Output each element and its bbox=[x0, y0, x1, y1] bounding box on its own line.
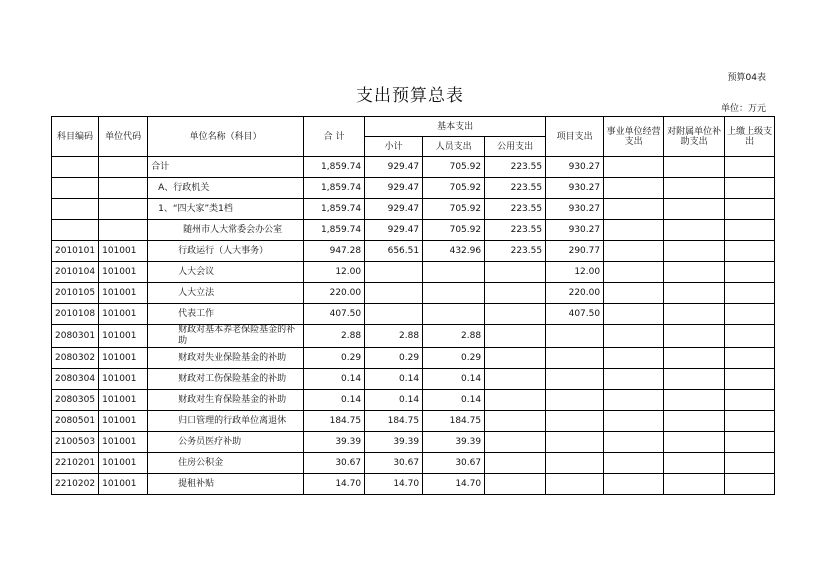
row-code bbox=[52, 199, 99, 220]
row-subsidy bbox=[664, 411, 725, 432]
row-personnel bbox=[423, 283, 485, 304]
row-project bbox=[546, 474, 604, 495]
row-subtotal: 656.51 bbox=[365, 241, 423, 262]
header-personnel: 人员支出 bbox=[423, 137, 485, 157]
row-unit-code: 101001 bbox=[99, 262, 148, 283]
row-total: 39.39 bbox=[304, 432, 365, 453]
row-subsidy bbox=[664, 325, 725, 348]
row-subsidy bbox=[664, 157, 725, 178]
row-total: 0.14 bbox=[304, 390, 365, 411]
row-name: 财政对生育保险基金的补助 bbox=[148, 390, 304, 411]
row-personnel: 0.14 bbox=[423, 369, 485, 390]
row-remit bbox=[725, 283, 775, 304]
row-subtotal: 0.14 bbox=[365, 390, 423, 411]
row-total: 0.14 bbox=[304, 369, 365, 390]
row-code: 2100503 bbox=[52, 432, 99, 453]
row-unit-code: 101001 bbox=[99, 283, 148, 304]
row-name: 1、“四大家”类1档 bbox=[148, 199, 304, 220]
row-unit-code bbox=[99, 220, 148, 241]
row-total: 220.00 bbox=[304, 283, 365, 304]
row-subtotal: 30.67 bbox=[365, 453, 423, 474]
row-business bbox=[604, 432, 664, 453]
header-subsidy: 对附属单位补助支出 bbox=[664, 117, 725, 157]
row-code bbox=[52, 178, 99, 199]
row-remit bbox=[725, 241, 775, 262]
row-total: 30.67 bbox=[304, 453, 365, 474]
row-subsidy bbox=[664, 178, 725, 199]
row-personnel: 705.92 bbox=[423, 178, 485, 199]
row-business bbox=[604, 262, 664, 283]
row-subtotal bbox=[365, 304, 423, 325]
row-code: 2080301 bbox=[52, 325, 99, 348]
row-name: A、行政机关 bbox=[148, 178, 304, 199]
row-business bbox=[604, 199, 664, 220]
row-total: 184.75 bbox=[304, 411, 365, 432]
header-remit: 上缴上级支出 bbox=[725, 117, 775, 157]
row-subsidy bbox=[664, 241, 725, 262]
row-project: 930.27 bbox=[546, 220, 604, 241]
row-code: 2010108 bbox=[52, 304, 99, 325]
row-remit bbox=[725, 178, 775, 199]
table-row bbox=[52, 453, 775, 474]
header-public: 公用支出 bbox=[485, 137, 546, 157]
row-unit-code: 101001 bbox=[99, 241, 148, 262]
row-total: 407.50 bbox=[304, 304, 365, 325]
row-project: 930.27 bbox=[546, 157, 604, 178]
row-subsidy bbox=[664, 453, 725, 474]
row-name: 人大会议 bbox=[148, 262, 304, 283]
row-name: 提租补贴 bbox=[148, 474, 304, 495]
header-unit-code: 单位代码 bbox=[99, 117, 148, 157]
table-row bbox=[52, 369, 775, 390]
row-public: 223.55 bbox=[485, 220, 546, 241]
row-code bbox=[52, 157, 99, 178]
row-public bbox=[485, 369, 546, 390]
row-subsidy bbox=[664, 348, 725, 369]
row-total: 1,859.74 bbox=[304, 178, 365, 199]
row-public bbox=[485, 262, 546, 283]
row-remit bbox=[725, 304, 775, 325]
row-code: 2080304 bbox=[52, 369, 99, 390]
row-name: 财政对基本养老保险基金的补助 bbox=[148, 325, 304, 348]
row-personnel: 432.96 bbox=[423, 241, 485, 262]
row-name: 人大立法 bbox=[148, 283, 304, 304]
row-name: 公务员医疗补助 bbox=[148, 432, 304, 453]
row-unit-code: 101001 bbox=[99, 411, 148, 432]
row-personnel: 705.92 bbox=[423, 157, 485, 178]
row-business bbox=[604, 453, 664, 474]
table-row bbox=[52, 199, 775, 220]
row-name: 归口管理的行政单位离退休 bbox=[148, 411, 304, 432]
row-personnel: 184.75 bbox=[423, 411, 485, 432]
table-row bbox=[52, 348, 775, 369]
row-remit bbox=[725, 199, 775, 220]
row-remit bbox=[725, 474, 775, 495]
row-remit bbox=[725, 325, 775, 348]
row-total: 0.29 bbox=[304, 348, 365, 369]
row-public bbox=[485, 325, 546, 348]
row-code bbox=[52, 220, 99, 241]
table-row bbox=[52, 262, 775, 283]
row-unit-code: 101001 bbox=[99, 348, 148, 369]
header-business: 事业单位经营支出 bbox=[604, 117, 664, 157]
header-basic: 基本支出 bbox=[365, 117, 546, 137]
table-row bbox=[52, 178, 775, 199]
form-number: 预算04表 bbox=[727, 73, 766, 83]
row-project bbox=[546, 453, 604, 474]
row-personnel: 14.70 bbox=[423, 474, 485, 495]
row-project: 220.00 bbox=[546, 283, 604, 304]
row-unit-code: 101001 bbox=[99, 304, 148, 325]
row-total: 1,859.74 bbox=[304, 220, 365, 241]
row-remit bbox=[725, 432, 775, 453]
header-subtotal: 小计 bbox=[365, 137, 423, 157]
row-subtotal: 2.88 bbox=[365, 325, 423, 348]
row-project: 930.27 bbox=[546, 178, 604, 199]
row-name: 财政对失业保险基金的补助 bbox=[148, 348, 304, 369]
row-subsidy bbox=[664, 369, 725, 390]
row-public bbox=[485, 474, 546, 495]
row-remit bbox=[725, 262, 775, 283]
row-code: 2080501 bbox=[52, 411, 99, 432]
row-unit-code: 101001 bbox=[99, 453, 148, 474]
row-remit bbox=[725, 157, 775, 178]
row-subsidy bbox=[664, 199, 725, 220]
table-row bbox=[52, 432, 775, 453]
row-subtotal: 929.47 bbox=[365, 199, 423, 220]
row-subtotal: 14.70 bbox=[365, 474, 423, 495]
row-project: 930.27 bbox=[546, 199, 604, 220]
page-title: 支出预算总表 bbox=[356, 86, 464, 106]
row-code: 2210202 bbox=[52, 474, 99, 495]
row-remit bbox=[725, 453, 775, 474]
row-total: 2.88 bbox=[304, 325, 365, 348]
table-row bbox=[52, 325, 775, 348]
row-subtotal: 0.14 bbox=[365, 369, 423, 390]
table-row bbox=[52, 283, 775, 304]
row-total: 12.00 bbox=[304, 262, 365, 283]
row-personnel: 705.92 bbox=[423, 199, 485, 220]
row-unit-code bbox=[99, 199, 148, 220]
row-project: 290.77 bbox=[546, 241, 604, 262]
header-total: 合 计 bbox=[304, 117, 365, 157]
table-row bbox=[52, 390, 775, 411]
row-public: 223.55 bbox=[485, 241, 546, 262]
table-row bbox=[52, 474, 775, 495]
row-subtotal: 929.47 bbox=[365, 220, 423, 241]
table-row bbox=[52, 157, 775, 178]
row-public bbox=[485, 283, 546, 304]
row-project bbox=[546, 369, 604, 390]
row-personnel: 39.39 bbox=[423, 432, 485, 453]
row-unit-code: 101001 bbox=[99, 432, 148, 453]
row-subsidy bbox=[664, 474, 725, 495]
row-business bbox=[604, 390, 664, 411]
row-personnel bbox=[423, 304, 485, 325]
row-public bbox=[485, 432, 546, 453]
row-total: 947.28 bbox=[304, 241, 365, 262]
row-public: 223.55 bbox=[485, 199, 546, 220]
row-subtotal: 184.75 bbox=[365, 411, 423, 432]
row-business bbox=[604, 178, 664, 199]
row-business bbox=[604, 220, 664, 241]
row-project: 407.50 bbox=[546, 304, 604, 325]
row-project bbox=[546, 432, 604, 453]
row-public: 223.55 bbox=[485, 157, 546, 178]
row-unit-code bbox=[99, 157, 148, 178]
row-subsidy bbox=[664, 304, 725, 325]
row-remit bbox=[725, 390, 775, 411]
row-business bbox=[604, 157, 664, 178]
row-subtotal: 929.47 bbox=[365, 157, 423, 178]
row-personnel bbox=[423, 262, 485, 283]
row-name: 合计 bbox=[148, 157, 304, 178]
row-business bbox=[604, 474, 664, 495]
row-name: 住房公积金 bbox=[148, 453, 304, 474]
header-code: 科目编码 bbox=[52, 117, 99, 157]
row-code: 2010104 bbox=[52, 262, 99, 283]
row-public bbox=[485, 390, 546, 411]
row-remit bbox=[725, 348, 775, 369]
row-public: 223.55 bbox=[485, 178, 546, 199]
row-personnel: 2.88 bbox=[423, 325, 485, 348]
row-remit bbox=[725, 411, 775, 432]
row-name: 代表工作 bbox=[148, 304, 304, 325]
row-remit bbox=[725, 220, 775, 241]
row-personnel: 0.29 bbox=[423, 348, 485, 369]
table-row bbox=[52, 241, 775, 262]
table-row bbox=[52, 220, 775, 241]
row-unit-code: 101001 bbox=[99, 325, 148, 348]
row-business bbox=[604, 325, 664, 348]
row-unit-code: 101001 bbox=[99, 390, 148, 411]
row-project: 12.00 bbox=[546, 262, 604, 283]
row-personnel: 0.14 bbox=[423, 390, 485, 411]
row-subsidy bbox=[664, 390, 725, 411]
row-subsidy bbox=[664, 432, 725, 453]
row-name: 行政运行（人大事务） bbox=[148, 241, 304, 262]
row-unit-code: 101001 bbox=[99, 369, 148, 390]
unit-label: 单位：万元 bbox=[720, 104, 766, 114]
row-project bbox=[546, 325, 604, 348]
row-subtotal bbox=[365, 283, 423, 304]
row-personnel: 705.92 bbox=[423, 220, 485, 241]
row-unit-code bbox=[99, 178, 148, 199]
row-subtotal: 0.29 bbox=[365, 348, 423, 369]
table-row bbox=[52, 411, 775, 432]
row-code: 2010101 bbox=[52, 241, 99, 262]
row-subtotal: 929.47 bbox=[365, 178, 423, 199]
header-name: 单位名称（科目） bbox=[148, 117, 304, 157]
row-project bbox=[546, 348, 604, 369]
row-business bbox=[604, 369, 664, 390]
row-business bbox=[604, 411, 664, 432]
row-total: 1,859.74 bbox=[304, 157, 365, 178]
row-remit bbox=[725, 369, 775, 390]
row-code: 2210201 bbox=[52, 453, 99, 474]
row-code: 2080305 bbox=[52, 390, 99, 411]
row-business bbox=[604, 304, 664, 325]
row-subsidy bbox=[664, 283, 725, 304]
row-subsidy bbox=[664, 220, 725, 241]
row-public bbox=[485, 453, 546, 474]
row-code: 2010105 bbox=[52, 283, 99, 304]
row-business bbox=[604, 283, 664, 304]
table-row bbox=[52, 304, 775, 325]
row-unit-code: 101001 bbox=[99, 474, 148, 495]
row-subsidy bbox=[664, 262, 725, 283]
row-total: 14.70 bbox=[304, 474, 365, 495]
budget-table bbox=[51, 116, 775, 495]
row-subtotal: 39.39 bbox=[365, 432, 423, 453]
row-public bbox=[485, 411, 546, 432]
row-personnel: 30.67 bbox=[423, 453, 485, 474]
row-project bbox=[546, 411, 604, 432]
row-business bbox=[604, 241, 664, 262]
row-project bbox=[546, 390, 604, 411]
row-name: 财政对工伤保险基金的补助 bbox=[148, 369, 304, 390]
row-business bbox=[604, 348, 664, 369]
row-name: 随州市人大常委会办公室 bbox=[148, 220, 304, 241]
row-total: 1,859.74 bbox=[304, 199, 365, 220]
row-public bbox=[485, 304, 546, 325]
row-public bbox=[485, 348, 546, 369]
row-code: 2080302 bbox=[52, 348, 99, 369]
header-project: 项目支出 bbox=[546, 117, 604, 157]
row-subtotal bbox=[365, 262, 423, 283]
